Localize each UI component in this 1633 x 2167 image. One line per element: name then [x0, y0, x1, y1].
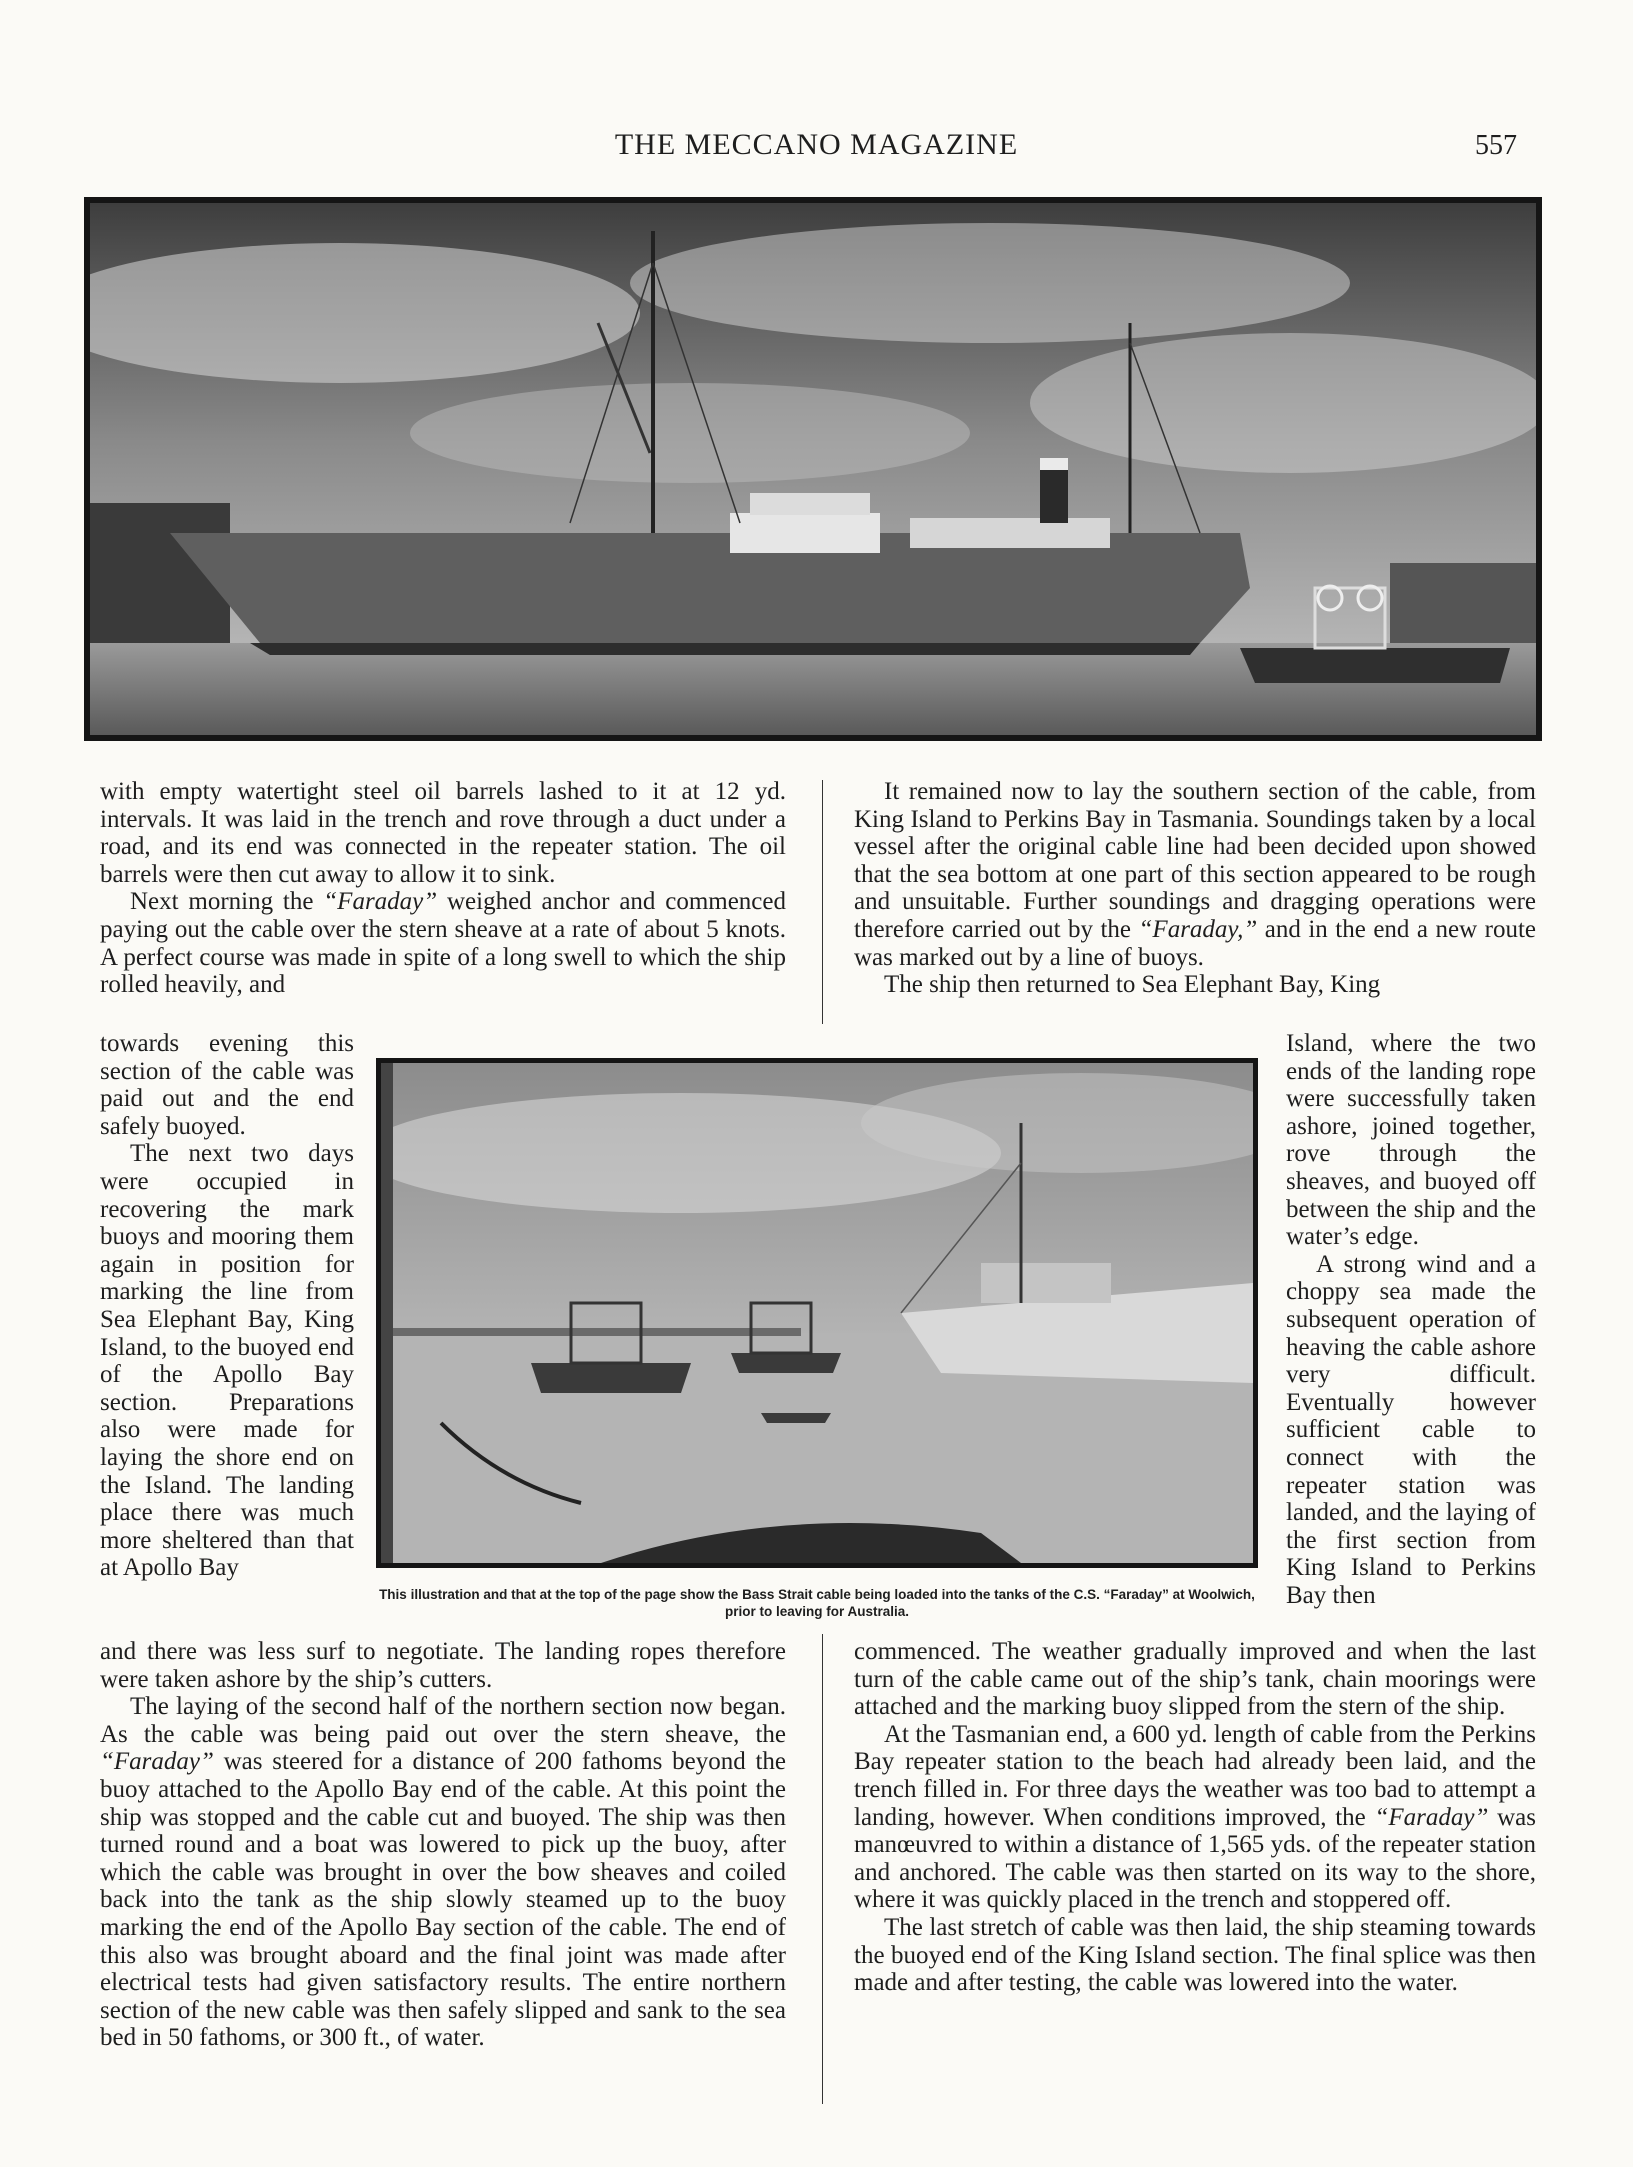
right-wrap-paragraph-2: A strong wind and a choppy sea made the subsequent operation of heaving the cable ashore very difficult. Eventually however sufficient cable to connect with the repeater station was landed, and the laying of the first section from King Island to Perkins Bay then — [1286, 1250, 1536, 1609]
text-run: It remained now to lay the southern section of the cable, from King Island to Perkins Bay in Tasmania. Soundings taken by a local vessel after the original cable line had been decided upon showed that the sea bottom at one part of this section appeared to be rough and unsuitable. Further soundings and dragging operations were therefore carried out by the — [854, 778, 1536, 943]
right-wrap-paragraph-1: Island, where the two ends of the landing rope were successfully taken ashore, joined together, rove through the sheaves, and buoyed off between the ship and the water’s edge. — [1286, 1030, 1536, 1251]
left-column-wrap — [100, 1030, 354, 1582]
loading-barges-photo-icon — [381, 1063, 1253, 1563]
text-run: was manœuvred to within a distance of 1,565 yds. of the repeater station and anchored. The cable was then started on its way to the shore, where it was quickly placed in the trench and stoppered off. — [854, 1803, 1536, 1914]
right-paragraph-1 — [854, 778, 1536, 971]
right-paragraph-2-head: The ship then returned to Sea Elephant Bay, King — [884, 971, 1381, 999]
text-run: weighed anchor and commenced paying out the cable over the stern sheave at a rate of about 5 knots. A perfect course was made in spite of a long swell to which the ship rolled heavily, and — [100, 888, 786, 999]
page-title: THE MECCANO MAGAZINE — [614, 128, 1019, 161]
left-wrap-paragraph-1: towards evening this section of the cable was paid out and the end safely buoyed. — [100, 1030, 354, 1140]
text-run: Next morning the — [130, 888, 324, 916]
ship-name: “Faraday” — [100, 1748, 214, 1776]
right-paragraph-4 — [854, 1721, 1536, 1914]
text-run: The laying of the second half of the northern section now began. As the cable was being paid out over the stern sheave, the — [100, 1693, 786, 1748]
right-column-upper — [854, 778, 1536, 999]
photo-caption: This illustration and that at the top of the page show the Bass Strait cable being loaded into the tanks of the C.S. “Faraday” at Woolwich, prior to leaving for Australia. — [379, 1587, 1255, 1619]
ship-name: “Faraday” — [323, 888, 438, 916]
left-wrap-paragraph-2: The next two days were occupied in recovering the mark buoys and mooring them again in position for marking the line from Sea Elephant Bay, King Island, to the buoyed end of the Apollo Bay section. Preparations also were made for laying the shore end on the Island. The landing place there was much more sheltered than that at Apollo Bay — [100, 1140, 354, 1582]
text-run: was steered for a distance of 200 fathoms beyond the buoy attached to the Apollo Bay end of the cable. At this point the ship was stopped and the cable cut and buoyed. The ship was then turned round and a boat was lowered to pick up the buoy, after which the cable was brought in over the bow sheaves and coiled back into the tank as the ship slowly steamed up to the buoy marking the end of the Apollo Bay section of the cable. The end of this also was brought aboard and the final joint was made after electrical tests had given satisfactory results. The entire northern section of the new cable was then safely slipped and sank to the sea bed in 50 fathoms, or 300 ft., of water. — [100, 1748, 786, 2052]
page-number: 557 — [1475, 130, 1517, 161]
left-paragraph-1: with empty watertight steel oil barrels lashed to it at 12 yd. intervals. It was laid in the trench and rove through a duct under a road, and its end was connected in the repeater station. The oil barrels were then cut away to allow it to sink. — [100, 778, 786, 888]
right-column-lower — [854, 1638, 1536, 1997]
left-paragraph-4 — [100, 1693, 786, 2052]
left-paragraph-3: and there was less surf to negotiate. The landing ropes therefore were taken ashore by the ship’s cutters. — [100, 1638, 786, 1693]
right-paragraph-3: commenced. The weather gradually improved and when the last turn of the cable came out of the ship’s tank, chain moorings were attached and the marking buoy slipped from the stern of the ship. — [854, 1638, 1536, 1721]
ship-name: “Faraday” — [1374, 1803, 1489, 1831]
text-run: At the Tasmanian end, a 600 yd. length of cable from the Perkins Bay repeater station to the beach had already been laid, and the trench filled in. For three days the weather was too bad to attempt a landing, however. When conditions improved, the — [854, 1720, 1536, 1831]
cable-ship-photo-icon — [90, 203, 1536, 735]
right-paragraph-5: The last stretch of cable was then laid, the ship steaming towards the buoyed end of the King Island section. The final splice was then made and after testing, the cable was lowered into the water. — [854, 1913, 1536, 1997]
column-divider-upper — [822, 780, 823, 1024]
left-column-lower — [100, 1638, 786, 2052]
left-column-upper — [100, 778, 786, 999]
ship-name: “Faraday,” — [1138, 915, 1258, 943]
right-column-wrap — [1286, 1030, 1536, 1609]
left-paragraph-2 — [100, 888, 786, 998]
cable-ship-photo — [84, 197, 1542, 741]
loading-barges-photo — [376, 1058, 1258, 1568]
text-run: and in the end a new route was marked out by a line of buoys. — [854, 915, 1536, 971]
column-divider-lower — [822, 1634, 823, 2104]
